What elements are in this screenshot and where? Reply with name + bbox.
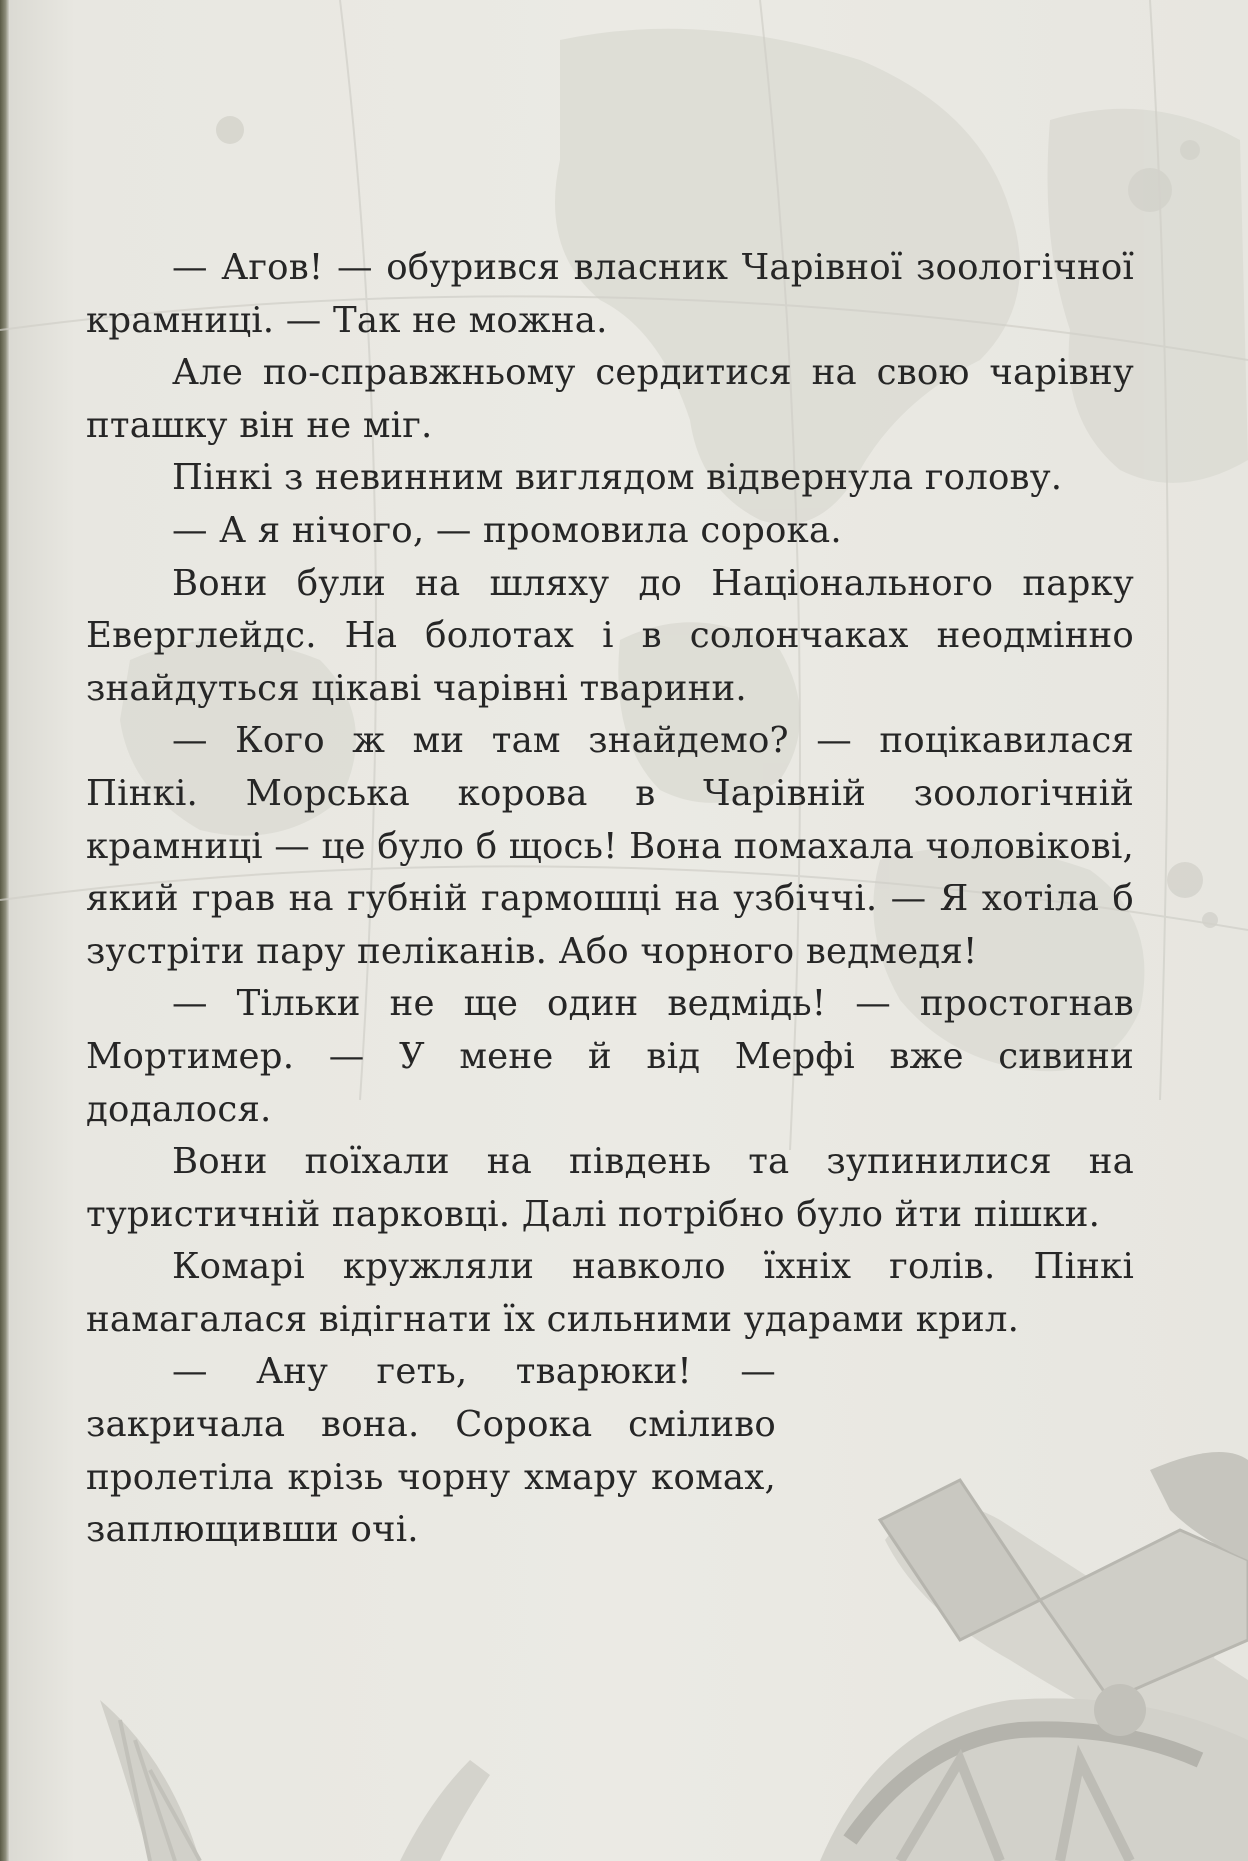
paragraph: — А я нічого, — промовила сорока.	[172, 509, 842, 551]
body-text	[86, 242, 1134, 1557]
paragraph: Але по-справжньому сердитися на свою чарівну пташку він не міг.	[86, 352, 1134, 446]
quill-feather-illustration	[100, 1700, 490, 1861]
paragraph: — Агов! — обурився власник Чарівної зоологічної крамниці. — Так не можна.	[86, 247, 1134, 341]
paragraph: Пінкі з невинним виглядом відвернула голову.	[172, 457, 1063, 499]
paragraph-last: — Ану геть, тварюки! — закричала вона. Сорока сміливо пролетіла крізь чорну хмару комах, заплющивши очі.	[86, 1351, 776, 1551]
paragraph: — Тільки не ще один ведмідь! — простогнав Мортимер. — У мене й від Мерфі вже сивини додалося.	[86, 983, 1134, 1130]
paragraph: Вони були на шляху до Національного парку Еверглейдс. На болотах і в солончаках неодмінно знайдуться цікаві чарівні тварини.	[86, 562, 1134, 709]
paragraph: Комарі кружляли навколо їхніх голів. Пінкі намагалася відігнати їх сильними ударами крил.	[86, 1246, 1134, 1340]
paragraph: — Кого ж ми там знайдемо? — поцікавилася Пінкі. Морська корова в Чарівній зоологічній крамниці — це було б щось! Вона помахала чоловікові, який грав на губній гармошці на узбіччі. — Я хотіла б зустріти пару пеліканів. Або чорного ведмедя!	[86, 720, 1134, 972]
paragraph: Вони поїхали на південь та зупинилися на туристичній парковці. Далі потрібно було йти пішки.	[86, 1141, 1134, 1235]
